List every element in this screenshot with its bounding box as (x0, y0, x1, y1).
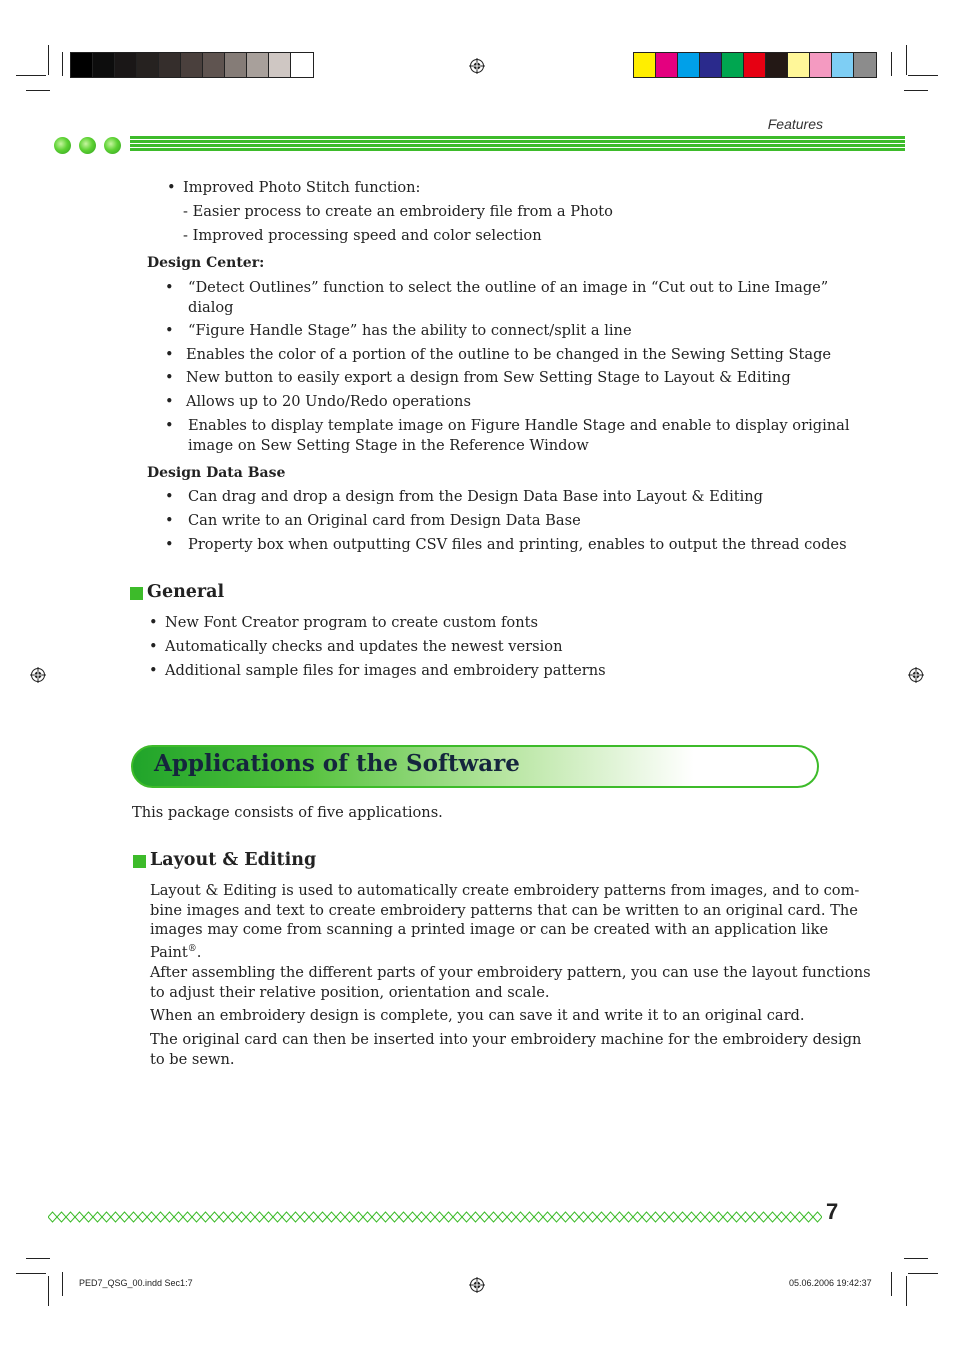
bullet-dot: • (165, 346, 174, 363)
color-swatch (788, 53, 810, 77)
section-square-icon (133, 855, 146, 868)
color-swatch (832, 53, 854, 77)
crop-mark (904, 1258, 928, 1259)
crop-mark (906, 1276, 907, 1306)
paragraph-line: The original card can then be inserted into your embroidery machine for the embroidery design (150, 1031, 862, 1048)
bullet-dot: • (149, 638, 158, 655)
crop-mark (904, 90, 928, 91)
color-swatch (678, 53, 700, 77)
color-swatch (656, 53, 678, 77)
crop-mark (16, 1273, 46, 1274)
header-stripe-bar (130, 136, 905, 155)
crop-mark (891, 52, 892, 76)
print-slug-date: 05.06.2006 19:42:37 (789, 1278, 872, 1288)
print-slug-file: PED7_QSG_00.indd Sec1:7 (79, 1278, 193, 1288)
design-data-base-item: Can drag and drop a design from the Design Data Base into Layout & Editing (188, 488, 764, 505)
general-heading: General (147, 582, 225, 602)
design-center-item: New button to easily export a design from Sew Setting Stage to Layout & Editing (186, 369, 791, 386)
period: . (196, 943, 202, 961)
bullet-dot: • (165, 322, 174, 339)
bullet-dot: • (165, 417, 174, 434)
general-item: Automatically checks and updates the newest version (165, 638, 563, 655)
crop-mark (906, 45, 907, 75)
color-swatch (854, 53, 876, 77)
color-swatch (137, 53, 159, 77)
bullet-dot: • (149, 614, 158, 631)
photo-stitch-bullet: Improved Photo Stitch function: (183, 179, 421, 196)
color-swatch (115, 53, 137, 77)
crop-mark (48, 1276, 49, 1306)
design-center-heading: Design Center: (147, 255, 265, 271)
crop-mark (26, 90, 50, 91)
grayscale-color-bar (70, 52, 314, 78)
layout-editing-paragraph (150, 963, 871, 1002)
bullet-dot: • (165, 279, 174, 296)
page-number: 7 (826, 1199, 839, 1224)
wave-line (48, 1212, 822, 1217)
crop-mark (16, 75, 46, 76)
bullet-dot: • (165, 512, 174, 529)
header-dot-icon (79, 137, 96, 154)
crop-mark (891, 1272, 892, 1296)
crop-mark (908, 1273, 938, 1274)
color-swatch (634, 53, 656, 77)
color-swatch (93, 53, 115, 77)
bullet-dot: • (165, 369, 174, 386)
crop-mark (908, 75, 938, 76)
paragraph-line (150, 940, 859, 962)
section-square-icon (130, 587, 143, 600)
general-item: Additional sample files for images and embroidery patterns (165, 662, 606, 679)
design-center-item (188, 416, 850, 455)
design-center-item-line: “Detect Outlines” function to select the outline of an image in “Cut out to Line Image” (188, 279, 829, 296)
registered-mark: ® (187, 943, 197, 954)
process-color-bar (633, 52, 877, 78)
bullet-dot: • (165, 536, 174, 553)
bullet-dot: • (165, 393, 174, 410)
paragraph-line: to adjust their relative position, orientation and scale. (150, 983, 550, 1001)
bullet-dot: • (165, 488, 174, 505)
photo-stitch-subitem: - Easier process to create an embroidery file from a Photo (183, 203, 613, 220)
paragraph-line: Layout & Editing is used to automatically create embroidery patterns from images, and to com- (150, 882, 860, 899)
crop-mark (62, 52, 63, 76)
color-swatch (159, 53, 181, 77)
design-center-item-line: Enables to display template image on Figure Handle Stage and enable to display original (188, 417, 850, 434)
color-swatch (766, 53, 788, 77)
registration-mark-icon (30, 667, 46, 683)
section-banner-title: Applications of the Software (154, 750, 520, 777)
paint-text: Paint (150, 943, 188, 961)
header-dot-icon (104, 137, 121, 154)
layout-editing-paragraph: When an embroidery design is complete, you can save it and write it to an original card. (150, 1007, 805, 1024)
paragraph-line: After assembling the different parts of your embroidery pattern, you can use the layout functions (150, 964, 871, 981)
color-swatch (291, 53, 313, 77)
applications-intro: This package consists of five applications. (132, 804, 443, 821)
color-swatch (744, 53, 766, 77)
design-data-base-heading: Design Data Base (147, 465, 286, 481)
registration-mark-icon (908, 667, 924, 683)
header-dot-icon (54, 137, 71, 154)
crop-mark (48, 45, 49, 75)
color-swatch (269, 53, 291, 77)
paragraph-line: images may come from scanning a printed image or can be created with an application like (150, 921, 829, 938)
general-item: New Font Creator program to create custom fonts (165, 614, 538, 631)
photo-stitch-subitem: - Improved processing speed and color selection (183, 227, 542, 244)
layout-editing-heading: Layout & Editing (150, 850, 317, 870)
design-data-base-item: Can write to an Original card from Design Data Base (188, 512, 581, 529)
section-header-title: Features (767, 116, 823, 132)
registration-mark-icon (469, 1277, 485, 1293)
crop-mark (26, 1258, 50, 1259)
design-center-item: Enables the color of a portion of the outline to be changed in the Sewing Setting Stage (186, 346, 832, 363)
paragraph-line: bine images and text to create embroidery patterns that can be written to an original card. The (150, 901, 858, 919)
color-swatch (225, 53, 247, 77)
design-center-item: Allows up to 20 Undo/Redo operations (186, 393, 471, 410)
layout-editing-paragraph (150, 881, 859, 962)
color-swatch (247, 53, 269, 77)
bullet-dot: • (149, 662, 158, 679)
layout-editing-paragraph (150, 1030, 861, 1069)
bullet-dot: • (167, 179, 176, 196)
registration-mark-icon (469, 58, 485, 74)
color-swatch (181, 53, 203, 77)
color-swatch (203, 53, 225, 77)
color-swatch (700, 53, 722, 77)
paragraph-line: to be sewn. (150, 1050, 235, 1068)
design-center-item (188, 278, 828, 317)
crop-mark (62, 1272, 63, 1296)
color-swatch (71, 53, 93, 77)
wave-line (48, 1217, 822, 1222)
design-data-base-item: Property box when outputting CSV files and printing, enables to output the thread codes (188, 536, 847, 553)
design-center-item-line: image on Sew Setting Stage in the Reference Window (188, 436, 589, 454)
color-swatch (722, 53, 744, 77)
design-center-item: “Figure Handle Stage” has the ability to connect/split a line (188, 322, 632, 339)
design-center-item-line: dialog (188, 298, 234, 316)
color-swatch (810, 53, 832, 77)
footer-wave-divider (48, 1210, 822, 1224)
